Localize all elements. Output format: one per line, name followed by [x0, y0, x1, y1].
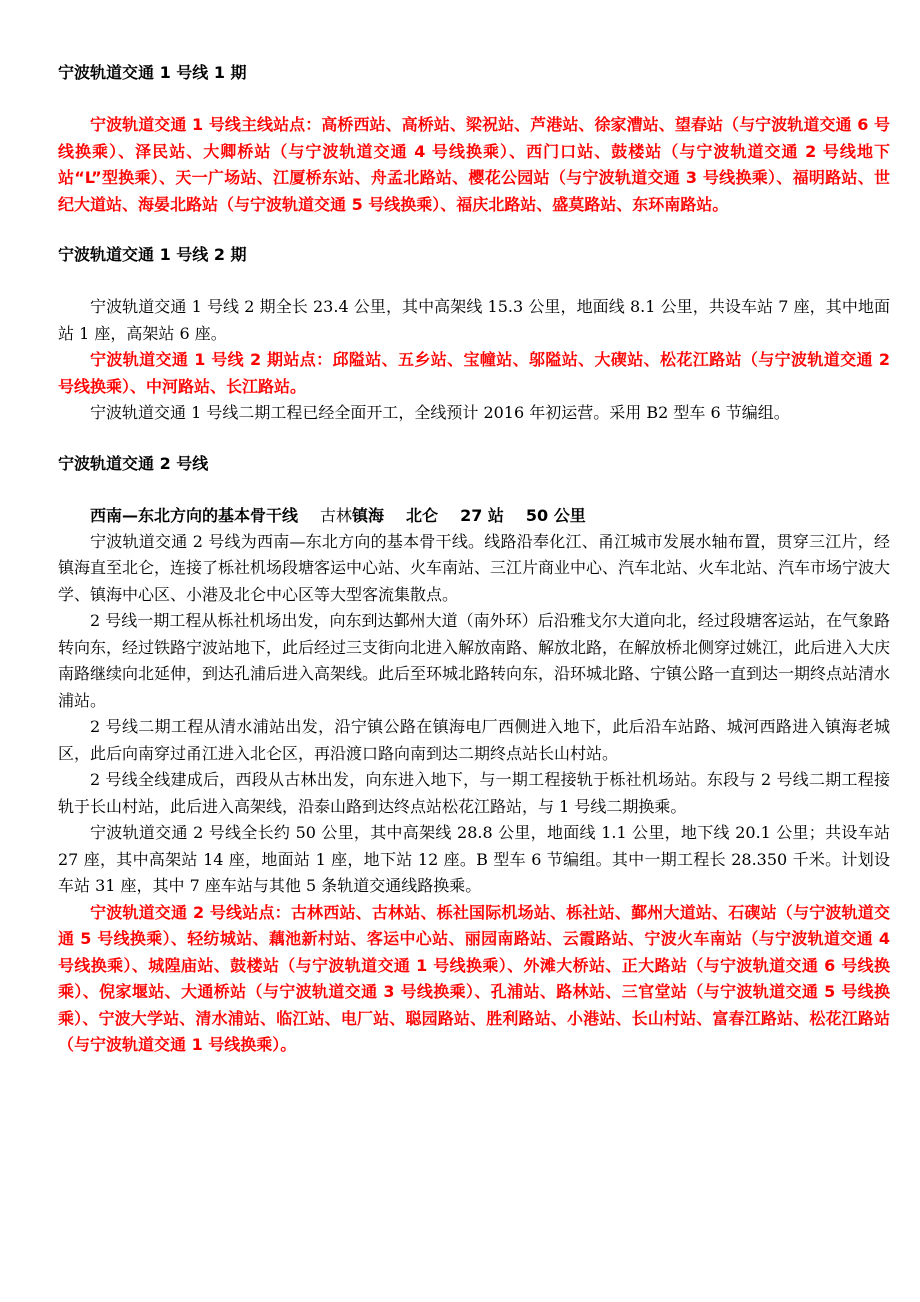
line2-subtitle — [58, 503, 890, 529]
line2-paragraph-overview: 宁波轨道交通 2 号线为西南—东北方向的基本骨干线。线路沿奉化江、甬江城市发展水轴布置，贯穿三江片，经镇海直至北仑，连接了栎社机场段塘客运中心站、火车南站、三江片商业中心、汽车北站、火车北站、汽车市场宁波大学、镇海中心区、小港及北仑中心区等大型客流集散点。 — [58, 531, 891, 604]
line2-paragraph-full-line: 2 号线全线建成后，西段从古林出发，向东进入地下，与一期工程接轨于栎社机场站。东段与 2 号线二期工程接轨于长山村站，此后进入高架线，沿泰山路到达终点站松花江路站，与 1 号线二期换乘。 — [58, 770, 890, 816]
section-title-line1-phase1: 宁波轨道交通 1 号线 1 期 — [58, 63, 247, 82]
line2-paragraph-stats: 宁波轨道交通 2 号线全长约 50 公里，其中高架线 28.8 公里，地面线 1.1 公里，地下线 20.1 公里；共设车站 27 座，其中高架站 14 座，地面站 1 座，地下站 12 座。B 型车 6 节编组。其中一期工程长 28.350 千米。计划设车站 31 座，其中 7 座车站与其他 5 条轨道交通线路换乘。 — [58, 823, 890, 895]
spacer — [58, 477, 890, 503]
section-title-line2: 宁波轨道交通 2 号线 — [58, 453, 209, 473]
line2-paragraph-phase2: 2 号线二期工程从清水浦站出发，沿宁镇公路在镇海电厂西侧进入地下，此后沿车站路、城河西路进入镇海老城区，此后向南穿过甬江进入北仑区，再沿渡口路向南到达二期终点站长山村站。 — [58, 717, 890, 763]
line1-phase2-intro: 宁波轨道交通 1 号线 2 期全长 23.4 公里，其中高架线 15.3 公里，地面线 8.1 公里，共设车站 7 座，其中地面站 1 座，高架站 6 座。 — [58, 297, 890, 343]
line2-via: 镇海 — [352, 505, 385, 525]
spacer — [58, 268, 890, 294]
line2-from: 古林 — [320, 505, 353, 525]
station-list-line1-phase1: 宁波轨道交通 1 号线主线站点：高桥西站、高桥站、梁祝站、芦港站、徐家漕站、望春站（与宁波轨道交通 6 号线换乘）、泽民站、大卿桥站（与宁波轨道交通 4 号线换乘）、西门口站、鼓楼站（与宁波轨道交通 2 号线地下站“L”型换乘）、天一广场站、江厦桥东站、舟孟北路站、樱花公园站（与宁波轨道交通 3 号线换乘）、福明路站、世纪大道站、海晏北路站（与宁波轨道交通 5 号线换乘）、福庆北路站、盛莫路站、东环南路站。 — [58, 115, 890, 214]
line2-length: 50 公里 — [525, 505, 586, 525]
line1-phase2-note: 宁波轨道交通 1 号线二期工程已经全面开工，全线预计 2016 年初运营。采用 B2 型车 6 节编组。 — [90, 403, 790, 422]
section-title-line1-phase2: 宁波轨道交通 1 号线 2 期 — [58, 245, 247, 264]
line2-to: 北仑 — [406, 505, 439, 525]
spacer — [58, 218, 890, 242]
line2-paragraph-phase1: 2 号线一期工程从栎社机场出发，向东到达鄞州大道（南外环）后沿雅戈尔大道向北，经过段塘客运站，在气象路转向东，经过铁路宁波站地下，此后经过三支街向北进入解放南路、解放北路，在解放桥北侧穿过姚江，此后进入大庆南路继续向北延伸，到达孔浦后进入高架线。此后至环城北路转向东，沿环城北路、宁镇公路一直到达一期终点站清水浦站。 — [58, 611, 891, 710]
station-list-line1-phase2: 宁波轨道交通 1 号线 2 期站点：邱隘站、五乡站、宝幢站、邬隘站、大碶站、松花江路站（与宁波轨道交通 2 号线换乘）、中河路站、长江路站。 — [58, 350, 890, 396]
spacer — [58, 427, 890, 451]
line2-direction: 西南—东北方向的基本骨干线 — [90, 505, 299, 525]
spacer — [58, 86, 890, 112]
station-list-line2: 宁波轨道交通 2 号线站点：古林西站、古林站、栎社国际机场站、栎社站、鄞州大道站、石碶站（与宁波轨道交通 5 号线换乘）、轻纺城站、藕池新村站、客运中心站、丽园南路站、云霞路站、宁波火车南站（与宁波轨道交通 4 号线换乘）、城隍庙站、鼓楼站（与宁波轨道交通 1 号线换乘）、外滩大桥站、正大路站（与宁波轨道交通 6 号线换乘）、倪家堰站、大通桥站（与宁波轨道交通 3 号线换乘）、孔浦站、路林站、三官堂站（与宁波轨道交通 5 号线换乘）、宁波大学站、清水浦站、临江站、电厂站、聪园路站、胜利路站、小港站、长山村站、富春江路站、松花江路站（与宁波轨道交通 1 号线换乘）。 — [58, 902, 890, 1054]
line2-station-count: 27 站 — [460, 505, 504, 525]
document-page — [58, 60, 890, 1059]
